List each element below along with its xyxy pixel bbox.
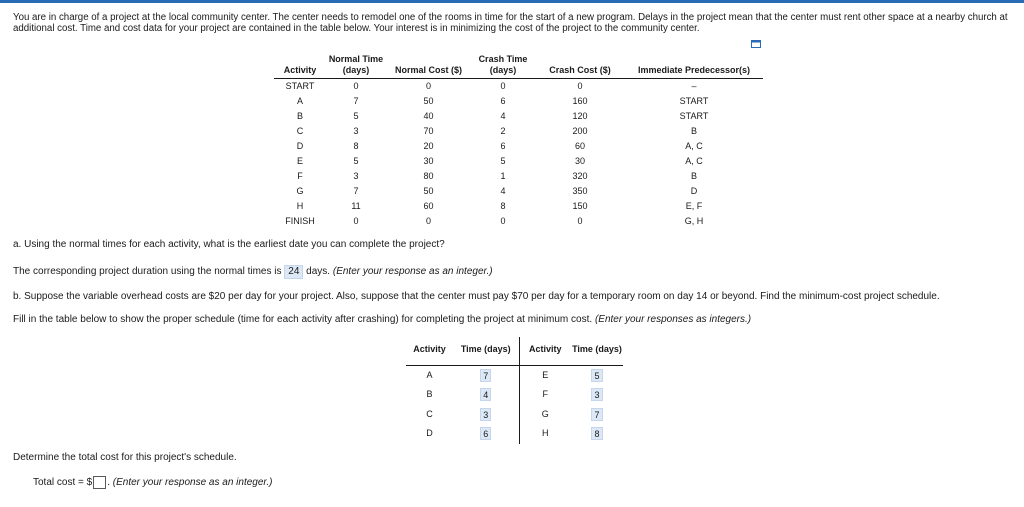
cell-crash-cost: 30	[574, 155, 585, 166]
schedule-time-input[interactable]: 3	[591, 388, 602, 401]
total-cost-hint: (Enter your response as an integer.)	[112, 477, 273, 489]
part-b-hint: (Enter your responses as integers.)	[594, 314, 752, 325]
cell-normal-cost: 50	[423, 95, 434, 106]
cell-crash-cost: 0	[577, 215, 583, 226]
schedule-header-time-1: Time (days)	[453, 337, 519, 365]
cell-activity: B	[296, 110, 303, 121]
header-normal-cost: Normal Cost ($)	[386, 52, 471, 78]
cell-crash-cost: 0	[577, 80, 583, 91]
schedule-time-input[interactable]: 7	[480, 369, 491, 382]
cell-crash-time: 4	[500, 185, 506, 196]
cell-normal-time: 7	[353, 95, 359, 106]
cell-predecessors: G, H	[684, 215, 704, 226]
cell-crash-cost: 150	[572, 200, 588, 211]
schedule-time-input[interactable]: 8	[591, 427, 602, 440]
cell-activity: START	[285, 80, 315, 91]
cell-normal-time: 5	[353, 155, 359, 166]
cell-normal-cost: 80	[423, 170, 434, 181]
cell-normal-time: 7	[353, 185, 359, 196]
cell-predecessors: D	[690, 185, 698, 196]
project-duration-answer[interactable]: 24	[284, 265, 303, 279]
schedule-time-input[interactable]: 5	[591, 369, 602, 382]
cell-crash-time: 2	[500, 125, 506, 136]
cell-normal-time: 3	[353, 170, 359, 181]
part-a-hint: (Enter your response as an integer.)	[332, 266, 493, 277]
total-cost-label: Total cost = $	[33, 477, 93, 489]
cell-normal-cost: 60	[423, 200, 434, 211]
table-row	[274, 124, 763, 139]
schedule-activity: B	[426, 389, 433, 399]
top-accent-bar	[0, 0, 1024, 3]
part-b-question: b. Suppose the variable overhead costs are $20 per day for your project. Also, suppose that the center must pay $70 per day for a temporary room on day 14 or beyond. Find the minimum-cost project schedule.	[13, 291, 940, 302]
table-row	[274, 184, 763, 199]
total-cost-suffix: .	[107, 477, 110, 489]
total-cost-question: Determine the total cost for this project's schedule.	[13, 452, 237, 463]
total-cost-line	[33, 476, 272, 489]
schedule-activity: G	[541, 408, 549, 419]
total-cost-input[interactable]	[93, 476, 106, 489]
schedule-time-input[interactable]: 4	[480, 388, 491, 401]
schedule-activity: F	[542, 389, 548, 399]
cell-crash-time: 6	[500, 95, 506, 106]
cell-crash-time: 1	[500, 170, 506, 181]
part-b-instruction-line	[13, 314, 751, 325]
part-b-instruction: Fill in the table below to show the proper schedule (time for each activity after crashing) for completing the project at minimum cost.	[13, 314, 593, 325]
schedule-activity: H	[542, 428, 549, 438]
table-row	[274, 199, 763, 214]
cell-crash-cost: 320	[572, 170, 588, 181]
schedule-header-activity-1: Activity	[406, 337, 453, 365]
cell-normal-cost: 40	[423, 110, 434, 121]
cell-activity: C	[296, 125, 304, 136]
table-row	[274, 109, 763, 124]
cell-crash-time: 5	[500, 155, 506, 166]
cell-normal-time: 11	[351, 200, 361, 211]
schedule-activity: C	[426, 408, 433, 419]
cell-predecessors: START	[679, 95, 709, 106]
cell-crash-cost: 60	[574, 140, 585, 151]
cell-normal-cost: 70	[423, 125, 434, 136]
schedule-time-cell	[453, 385, 519, 405]
cell-predecessors: B	[690, 125, 697, 136]
schedule-activity: A	[426, 369, 433, 380]
part-a-answer-prefix: The corresponding project duration using the normal times is	[13, 266, 282, 277]
schedule-row	[406, 365, 623, 385]
schedule-activity: D	[426, 428, 433, 438]
cell-normal-cost: 0	[425, 215, 431, 226]
cell-activity: FINISH	[285, 215, 315, 226]
cell-normal-time: 0	[353, 215, 359, 226]
cell-crash-time: 8	[500, 200, 506, 211]
schedule-time-cell	[571, 385, 623, 405]
part-a-answer-suffix: days.	[306, 266, 331, 277]
schedule-row	[406, 385, 623, 405]
schedule-activity: E	[542, 369, 549, 380]
schedule-time-cell	[453, 405, 519, 425]
table-row	[274, 139, 763, 154]
activity-data-table	[274, 52, 763, 229]
cell-normal-time: 8	[353, 140, 359, 151]
table-row	[274, 94, 763, 109]
cell-crash-time: 6	[500, 140, 506, 151]
cell-normal-time: 0	[353, 80, 359, 91]
table-row	[274, 78, 763, 94]
schedule-time-cell	[571, 424, 623, 444]
cell-normal-cost: 0	[425, 80, 431, 91]
cell-activity: D	[296, 140, 304, 151]
cell-activity: G	[296, 185, 304, 196]
schedule-time-input[interactable]: 3	[480, 408, 491, 421]
cell-predecessors: B	[690, 170, 697, 181]
schedule-time-cell	[571, 365, 623, 385]
schedule-row	[406, 424, 623, 444]
cell-crash-cost: 200	[572, 125, 588, 136]
header-crash-time: Crash Time (days)	[471, 52, 535, 78]
copy-table-icon[interactable]	[751, 40, 761, 48]
header-normal-time: Normal Time (days)	[326, 52, 386, 78]
cell-predecessors: A, C	[685, 155, 703, 166]
cell-activity: F	[297, 170, 303, 181]
cell-predecessors: A, C	[685, 140, 703, 151]
cell-crash-time: 0	[500, 215, 506, 226]
header-predecessors: Immediate Predecessor(s)	[625, 52, 763, 78]
cell-activity: A	[296, 95, 303, 106]
schedule-time-input[interactable]: 7	[591, 408, 602, 421]
schedule-header-time-2: Time (days)	[571, 337, 623, 365]
schedule-header-activity-2: Activity	[519, 337, 571, 365]
cell-normal-cost: 20	[423, 140, 434, 151]
cell-crash-time: 4	[500, 110, 506, 121]
schedule-time-cell	[453, 365, 519, 385]
cell-activity: E	[296, 155, 303, 166]
header-crash-cost: Crash Cost ($)	[535, 52, 625, 78]
table-row	[274, 169, 763, 184]
cell-crash-cost: 120	[572, 110, 588, 121]
cell-crash-time: 0	[500, 80, 506, 91]
cell-crash-cost: 160	[572, 95, 588, 106]
table-row	[274, 214, 763, 229]
schedule-row	[406, 405, 623, 425]
header-activity: Activity	[274, 52, 326, 78]
cell-crash-cost: 350	[572, 185, 588, 196]
cell-normal-cost: 30	[423, 155, 434, 166]
schedule-time-cell	[571, 405, 623, 425]
cell-predecessors: E, F	[685, 200, 703, 211]
schedule-table	[406, 337, 623, 444]
problem-intro: You are in charge of a project at the local community center. The center needs to remodel one of the rooms in time for the start of a new program. Delays in the project mean that the center must rent other space at a nearby church at additional cost. Time and cost data for your project are contained in the table below. Your interest is in minimizing the cost of the project to the community center.	[13, 12, 1008, 34]
cell-normal-time: 3	[353, 125, 359, 136]
cell-predecessors: –	[691, 80, 697, 91]
part-a-answer-line	[13, 265, 493, 279]
cell-activity: H	[296, 200, 304, 211]
cell-normal-time: 5	[353, 110, 359, 121]
cell-predecessors: START	[679, 110, 709, 121]
schedule-time-cell	[453, 424, 519, 444]
part-a-question: a. Using the normal times for each activity, what is the earliest date you can complete the project?	[13, 239, 445, 250]
schedule-time-input[interactable]: 6	[480, 427, 491, 440]
table-row	[274, 154, 763, 169]
cell-normal-cost: 50	[423, 185, 434, 196]
